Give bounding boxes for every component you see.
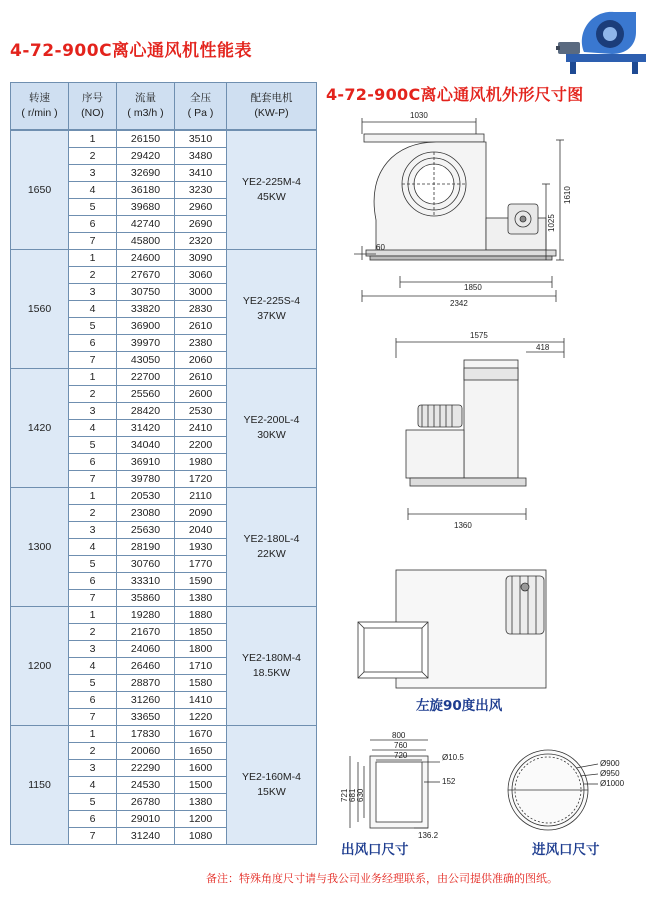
flow-cell: 42740 [117, 216, 175, 233]
dim-721: 721 [340, 788, 349, 802]
flow-cell: 22700 [117, 369, 175, 386]
pressure-cell: 2060 [175, 352, 227, 369]
number-cell: 6 [69, 454, 117, 471]
number-cell: 1 [69, 607, 117, 624]
pressure-cell: 3000 [175, 284, 227, 301]
flow-cell: 43050 [117, 352, 175, 369]
flow-cell: 23080 [117, 505, 175, 522]
header-pressure: 全压 ( Pa ) [175, 83, 227, 131]
speed-cell: 1150 [11, 726, 69, 845]
dim-2342: 2342 [450, 299, 468, 308]
rotation-caption: 左旋90度出风 [416, 698, 503, 714]
table-row [11, 250, 317, 267]
flow-cell: 39780 [117, 471, 175, 488]
pressure-cell: 3230 [175, 182, 227, 199]
flow-cell: 36910 [117, 454, 175, 471]
motor-power: 37KW [257, 310, 286, 322]
pressure-cell: 1880 [175, 607, 227, 624]
motor-cell [227, 369, 317, 488]
pressure-cell: 1590 [175, 573, 227, 590]
number-cell: 7 [69, 709, 117, 726]
pressure-cell: 1380 [175, 590, 227, 607]
flow-cell: 45800 [117, 233, 175, 250]
table-row [11, 726, 317, 743]
flow-cell: 29010 [117, 811, 175, 828]
number-cell: 5 [69, 318, 117, 335]
motor-power: 45KW [257, 191, 286, 203]
pressure-cell: 2610 [175, 318, 227, 335]
dim-152: 152 [442, 777, 456, 786]
flow-cell: 26780 [117, 794, 175, 811]
motor-power: 30KW [257, 429, 286, 441]
number-cell: 6 [69, 573, 117, 590]
number-cell: 3 [69, 641, 117, 658]
number-cell: 3 [69, 165, 117, 182]
motor-cell [227, 488, 317, 607]
pressure-cell: 1410 [175, 692, 227, 709]
speed-cell: 1300 [11, 488, 69, 607]
pressure-cell: 3480 [175, 148, 227, 165]
flow-cell: 19280 [117, 607, 175, 624]
dim-1360: 1360 [454, 521, 472, 530]
dim-dia-950: Ø950 [600, 769, 620, 778]
pressure-cell: 2320 [175, 233, 227, 250]
flow-cell: 28420 [117, 403, 175, 420]
flow-cell: 31240 [117, 828, 175, 845]
number-cell: 7 [69, 233, 117, 250]
pressure-cell: 2600 [175, 386, 227, 403]
speed-cell: 1650 [11, 130, 69, 250]
pressure-cell: 2200 [175, 437, 227, 454]
number-cell: 4 [69, 420, 117, 437]
motor-model: YE2-180L-4 [243, 533, 300, 545]
number-cell: 2 [69, 267, 117, 284]
flow-cell: 20060 [117, 743, 175, 760]
number-cell: 2 [69, 624, 117, 641]
number-cell: 7 [69, 471, 117, 488]
pressure-cell: 1710 [175, 658, 227, 675]
speed-cell: 1560 [11, 250, 69, 369]
number-cell: 5 [69, 437, 117, 454]
number-cell: 7 [69, 352, 117, 369]
dim-681: 681 [348, 788, 357, 802]
number-cell: 6 [69, 811, 117, 828]
flow-cell: 30750 [117, 284, 175, 301]
performance-table [10, 82, 317, 845]
table-body [11, 130, 317, 845]
pressure-cell: 2410 [175, 420, 227, 437]
pressure-cell: 1720 [175, 471, 227, 488]
motor-model: YE2-160M-4 [242, 771, 301, 783]
dim-1850: 1850 [464, 283, 482, 292]
flow-cell: 26460 [117, 658, 175, 675]
flow-cell: 25560 [117, 386, 175, 403]
number-cell: 4 [69, 777, 117, 794]
header-flow: 流量 ( m3/h ) [117, 83, 175, 131]
flow-cell: 39970 [117, 335, 175, 352]
pressure-cell: 3060 [175, 267, 227, 284]
flow-cell: 17830 [117, 726, 175, 743]
pressure-cell: 3090 [175, 250, 227, 267]
number-cell: 6 [69, 216, 117, 233]
dimension-drawing [336, 100, 642, 858]
pressure-cell: 2380 [175, 335, 227, 352]
number-cell: 5 [69, 556, 117, 573]
dim-1610: 1610 [563, 186, 572, 204]
dim-1575: 1575 [470, 331, 488, 340]
dim-1025: 1025 [547, 214, 556, 232]
pressure-cell: 1650 [175, 743, 227, 760]
motor-cell [227, 250, 317, 369]
flow-cell: 24060 [117, 641, 175, 658]
pressure-cell: 3410 [175, 165, 227, 182]
pressure-cell: 2960 [175, 199, 227, 216]
flow-cell: 30760 [117, 556, 175, 573]
pressure-cell: 1600 [175, 760, 227, 777]
motor-model: YE2-180M-4 [242, 652, 301, 664]
number-cell: 7 [69, 590, 117, 607]
motor-cell [227, 607, 317, 726]
dim-800: 800 [392, 731, 406, 740]
flow-cell: 31420 [117, 420, 175, 437]
speed-cell: 1200 [11, 607, 69, 726]
flow-cell: 31260 [117, 692, 175, 709]
number-cell: 4 [69, 539, 117, 556]
pressure-cell: 2040 [175, 522, 227, 539]
dim-60: 60 [376, 243, 385, 252]
flow-cell: 22290 [117, 760, 175, 777]
flow-cell: 24530 [117, 777, 175, 794]
number-cell: 2 [69, 148, 117, 165]
pressure-cell: 2690 [175, 216, 227, 233]
pressure-cell: 1800 [175, 641, 227, 658]
flow-cell: 36180 [117, 182, 175, 199]
number-cell: 1 [69, 726, 117, 743]
number-cell: 1 [69, 250, 117, 267]
dim-760: 760 [394, 741, 408, 750]
number-cell: 3 [69, 522, 117, 539]
number-cell: 1 [69, 369, 117, 386]
table-row [11, 607, 317, 624]
dim-dia-1000: Ø1000 [600, 779, 625, 788]
number-cell: 2 [69, 386, 117, 403]
flow-cell: 33820 [117, 301, 175, 318]
footnote: 备注：特殊角度尺寸请与我公司业务经理联系，由公司提供准确的图纸。 [206, 872, 558, 885]
pressure-cell: 1930 [175, 539, 227, 556]
dim-418: 418 [536, 343, 550, 352]
outlet-caption: 出风口尺寸 [341, 842, 409, 858]
number-cell: 4 [69, 301, 117, 318]
pressure-cell: 3510 [175, 130, 227, 148]
flow-cell: 36900 [117, 318, 175, 335]
inlet-caption: 进风口尺寸 [532, 842, 600, 858]
flow-cell: 29420 [117, 148, 175, 165]
flow-cell: 32690 [117, 165, 175, 182]
motor-cell [227, 726, 317, 845]
pressure-cell: 1220 [175, 709, 227, 726]
flow-cell: 26150 [117, 130, 175, 148]
flow-cell: 24600 [117, 250, 175, 267]
pressure-cell: 1080 [175, 828, 227, 845]
motor-cell [227, 130, 317, 250]
number-cell: 5 [69, 794, 117, 811]
number-cell: 5 [69, 199, 117, 216]
motor-model: YE2-225M-4 [242, 176, 301, 188]
flow-cell: 39680 [117, 199, 175, 216]
flow-cell: 20530 [117, 488, 175, 505]
motor-power: 18.5KW [252, 667, 291, 679]
pressure-cell: 1500 [175, 777, 227, 794]
performance-table-title: 4-72-900C离心通风机性能表 [10, 41, 253, 61]
number-cell: 4 [69, 182, 117, 199]
pressure-cell: 1980 [175, 454, 227, 471]
flow-cell: 25630 [117, 522, 175, 539]
motor-model: YE2-225S-4 [242, 295, 301, 307]
pressure-cell: 2530 [175, 403, 227, 420]
header-speed: 转速 ( r/min ) [11, 83, 69, 131]
motor-power: 15KW [257, 786, 286, 798]
number-cell: 7 [69, 828, 117, 845]
number-cell: 6 [69, 692, 117, 709]
dim-720: 720 [394, 751, 408, 760]
number-cell: 1 [69, 130, 117, 148]
pressure-cell: 1850 [175, 624, 227, 641]
motor-model: YE2-200L-4 [243, 414, 300, 426]
dim-136-2: 136.2 [418, 831, 439, 840]
header-number: 序号 (NO) [69, 83, 117, 131]
number-cell: 1 [69, 488, 117, 505]
table-row [11, 369, 317, 386]
number-cell: 5 [69, 675, 117, 692]
motor-power: 22KW [257, 548, 286, 560]
table-header-row [11, 83, 317, 131]
number-cell: 6 [69, 335, 117, 352]
dim-dia-900: Ø900 [600, 759, 620, 768]
flow-cell: 27670 [117, 267, 175, 284]
flow-cell: 21670 [117, 624, 175, 641]
pressure-cell: 1200 [175, 811, 227, 828]
number-cell: 2 [69, 505, 117, 522]
dimension-drawing-title: 4-72-900C离心通风机外形尺寸图 [326, 85, 584, 104]
flow-cell: 28190 [117, 539, 175, 556]
speed-cell: 1420 [11, 369, 69, 488]
pressure-cell: 1770 [175, 556, 227, 573]
pressure-cell: 1580 [175, 675, 227, 692]
flow-cell: 28870 [117, 675, 175, 692]
pressure-cell: 1670 [175, 726, 227, 743]
number-cell: 4 [69, 658, 117, 675]
pressure-cell: 2110 [175, 488, 227, 505]
dim-1030: 1030 [410, 111, 428, 120]
header-motor: 配套电机 (KW-P) [227, 83, 317, 131]
dim-630: 630 [356, 788, 365, 802]
number-cell: 3 [69, 284, 117, 301]
pressure-cell: 2090 [175, 505, 227, 522]
centrifugal-fan-icon [556, 2, 648, 80]
number-cell: 2 [69, 743, 117, 760]
flow-cell: 33310 [117, 573, 175, 590]
number-cell: 3 [69, 403, 117, 420]
pressure-cell: 2610 [175, 369, 227, 386]
table-row [11, 488, 317, 505]
pressure-cell: 2830 [175, 301, 227, 318]
dim-hole-10-5: Ø10.5 [442, 753, 464, 762]
flow-cell: 35860 [117, 590, 175, 607]
number-cell: 3 [69, 760, 117, 777]
flow-cell: 34040 [117, 437, 175, 454]
table-row [11, 130, 317, 148]
flow-cell: 33650 [117, 709, 175, 726]
pressure-cell: 1380 [175, 794, 227, 811]
